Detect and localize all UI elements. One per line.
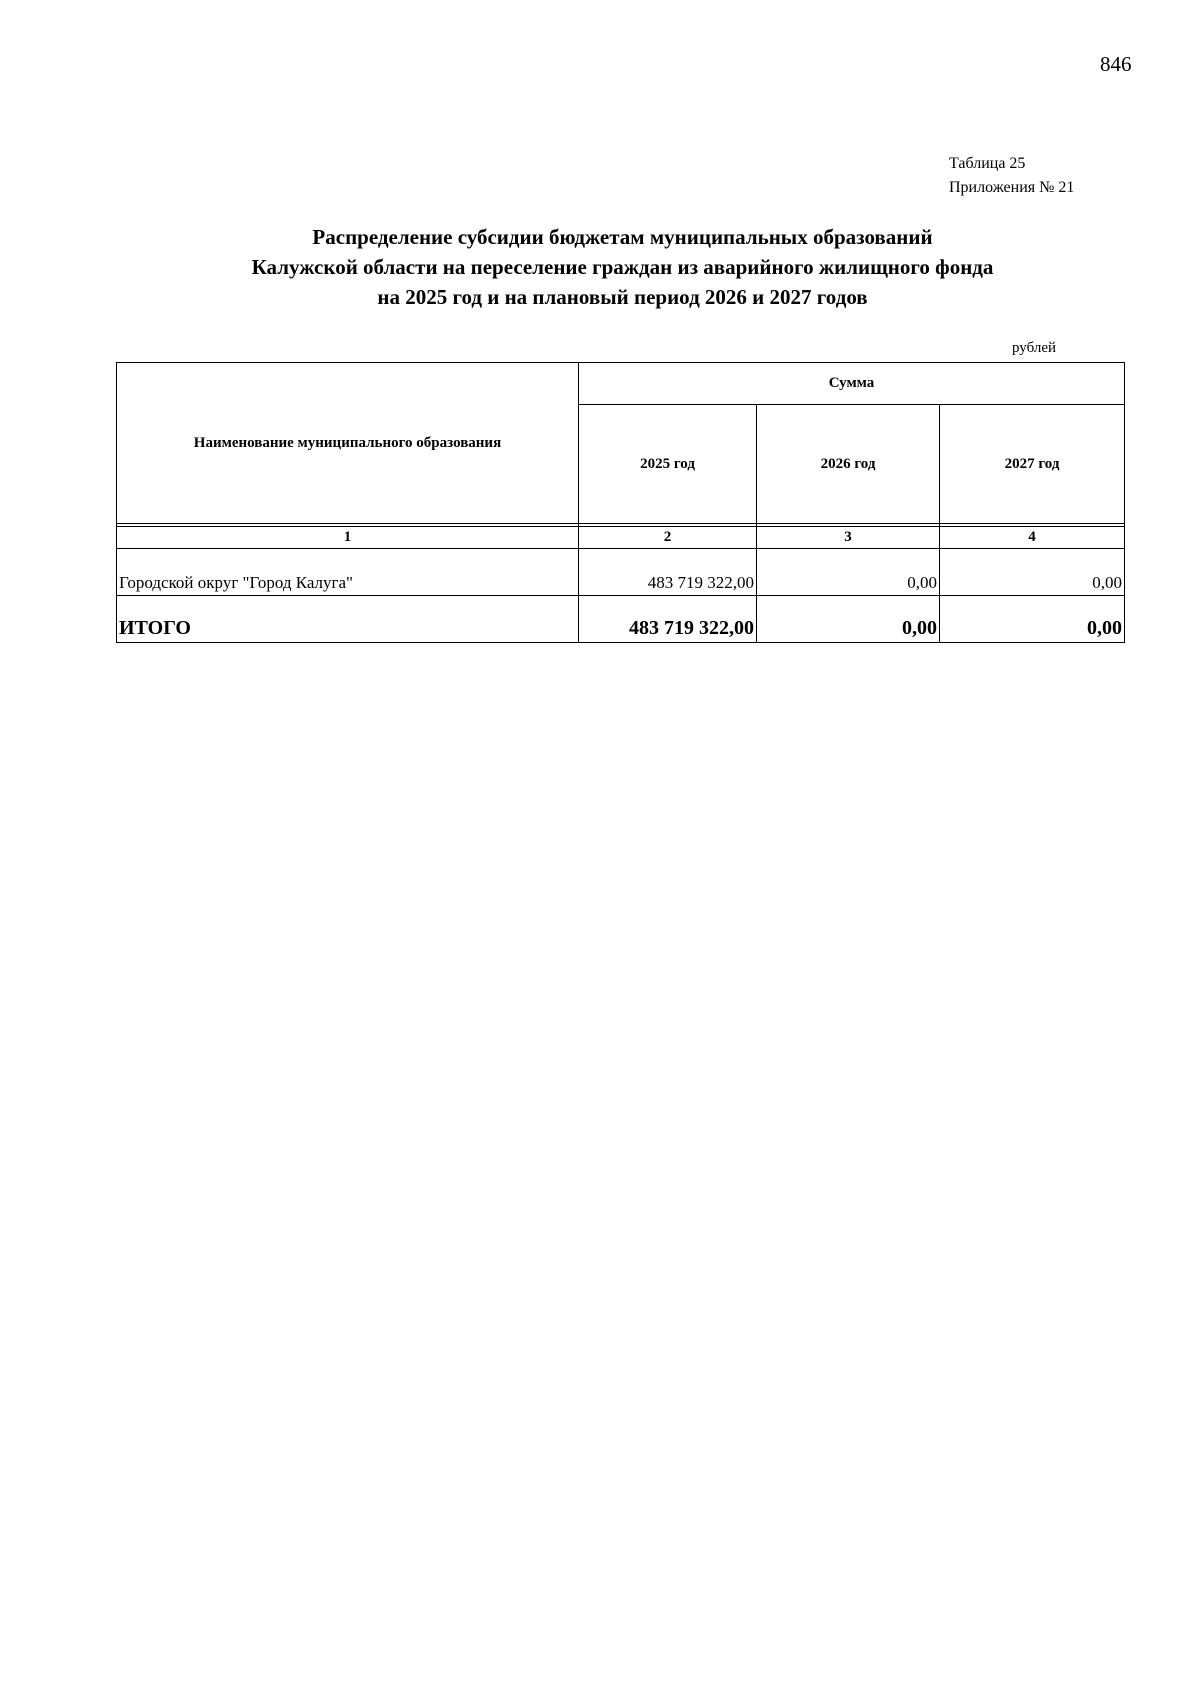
total-row bbox=[117, 596, 1125, 643]
document-title bbox=[0, 222, 1200, 312]
total-value-2026: 0,00 bbox=[757, 596, 940, 643]
table-row bbox=[117, 549, 1125, 596]
header-year-2026: 2026 год bbox=[757, 405, 940, 524]
units-label: рублей bbox=[1012, 340, 1057, 356]
header-year-2025: 2025 год bbox=[579, 405, 757, 524]
column-number: 3 bbox=[757, 527, 940, 549]
title-line-3: на 2025 год и на плановый период 2026 и 2027 годов bbox=[377, 285, 868, 309]
title-line-2: Калужской области на переселение граждан из аварийного жилищного фонда bbox=[251, 255, 994, 279]
total-label: ИТОГО bbox=[117, 596, 579, 643]
column-number: 4 bbox=[940, 527, 1125, 549]
title-line-1: Распределение субсидии бюджетам муниципальных образований bbox=[312, 225, 933, 249]
table-number: Таблица 25 bbox=[949, 155, 1026, 172]
header-name: Наименование муниципального образования bbox=[117, 363, 579, 524]
column-number: 1 bbox=[117, 527, 579, 549]
row-value-2027: 0,00 bbox=[940, 549, 1125, 596]
header-sum: Сумма bbox=[579, 363, 1125, 405]
row-value-2026: 0,00 bbox=[757, 549, 940, 596]
page-number: 846 bbox=[1100, 52, 1132, 76]
subsidy-table bbox=[116, 362, 1125, 643]
row-value-2025: 483 719 322,00 bbox=[579, 549, 757, 596]
total-value-2027: 0,00 bbox=[940, 596, 1125, 643]
row-name: Городской округ "Город Калуга" bbox=[117, 549, 579, 596]
header-year-2027: 2027 год bbox=[940, 405, 1125, 524]
appendix-number: Приложения № 21 bbox=[949, 179, 1075, 196]
column-number: 2 bbox=[579, 527, 757, 549]
total-value-2025: 483 719 322,00 bbox=[579, 596, 757, 643]
table-reference bbox=[949, 152, 1074, 200]
column-numbers-row bbox=[117, 527, 1125, 549]
